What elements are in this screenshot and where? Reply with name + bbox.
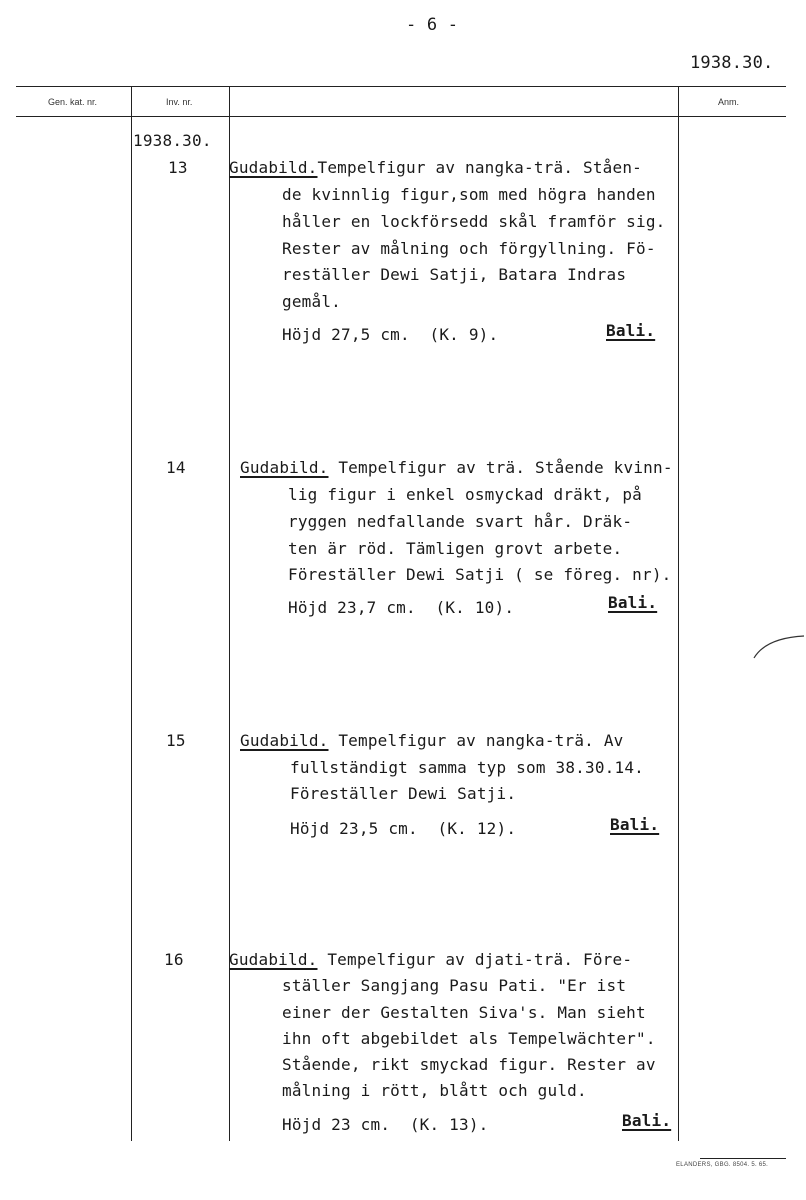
entry-origin: Bali.	[610, 815, 660, 834]
entry-origin: Bali.	[606, 321, 656, 340]
entry-text-line: fullständigt samma typ som 38.30.14.	[290, 758, 644, 777]
entry-first-line	[240, 728, 623, 754]
entry-text-line: ställer Sangjang Pasu Pati. "Er ist	[282, 976, 627, 995]
entry-origin: Bali.	[622, 1111, 672, 1130]
entry-title: Gudabild.	[229, 950, 318, 969]
inv-nr: 15	[166, 731, 186, 750]
entry-height: Höjd 23,5 cm. (K. 12).	[290, 819, 517, 838]
entry-text-line: lig figur i enkel osmyckad dräkt, på	[288, 485, 642, 504]
column-header-anm: Anm.	[718, 97, 740, 107]
accession-header: 1938.30.	[690, 53, 774, 73]
entry-title: Gudabild.	[229, 158, 318, 177]
entry-title: Gudabild.	[240, 458, 329, 477]
page-number: - 6 -	[406, 15, 459, 35]
entry-text-line: gemål.	[282, 292, 341, 311]
inv-nr: 13	[168, 158, 188, 177]
column-header-inv-nr: Inv. nr.	[166, 97, 193, 107]
column-divider-inv	[229, 86, 230, 1141]
entry-text-line: Stående, rikt smyckad figur. Rester av	[282, 1055, 656, 1074]
entry-text-line: ten är röd. Tämligen grovt arbete.	[288, 539, 623, 558]
printer-mark: ELANDERS, GBG. 8504. 5. 65.	[676, 1162, 769, 1168]
scan-mark	[752, 632, 806, 662]
entry-origin: Bali.	[608, 593, 658, 612]
entry-text-line: ryggen nedfallande svart hår. Dräk-	[288, 512, 633, 531]
entry-title: Gudabild.	[240, 731, 329, 750]
entry-text-line: Föreställer Dewi Satji.	[290, 784, 517, 803]
entry-text-line: ihn oft abgebildet als Tempelwächter".	[282, 1029, 656, 1048]
printer-mark-rule	[700, 1158, 786, 1159]
entry-text-line: håller en lockförsedd skål framför sig.	[282, 212, 666, 231]
inv-nr: 16	[164, 950, 184, 969]
entry-first-line	[229, 155, 642, 181]
entry-text-line: de kvinnlig figur,som med högra handen	[282, 185, 656, 204]
entry-text-line: Tempelfigur av nangka-trä. Ståen-	[317, 158, 642, 177]
entry-text-line: målning i rött, blått och guld.	[282, 1081, 587, 1100]
entry-text-line: reställer Dewi Satji, Batara Indras	[282, 265, 627, 284]
entry-height: Höjd 23 cm. (K. 13).	[282, 1115, 489, 1134]
entry-text-line: Tempelfigur av nangka-trä. Av	[328, 731, 624, 750]
entry-text-line: einer der Gestalten Siva's. Man sieht	[282, 1003, 646, 1022]
column-header-gen-kat-nr: Gen. kat. nr.	[48, 97, 98, 107]
column-divider-anm	[678, 86, 679, 1141]
accession-prefix: 1938.30.	[133, 131, 212, 150]
entry-height: Höjd 27,5 cm. (K. 9).	[282, 325, 499, 344]
entry-text-line: Rester av målning och förgyllning. Fö-	[282, 239, 656, 258]
inv-nr: 14	[166, 458, 186, 477]
column-divider-gen	[131, 86, 132, 1141]
entry-first-line	[229, 947, 632, 973]
entry-height: Höjd 23,7 cm. (K. 10).	[288, 598, 515, 617]
entry-text-line: Föreställer Dewi Satji ( se föreg. nr).	[288, 565, 672, 584]
entry-text-line: Tempelfigur av trä. Stående kvinn-	[328, 458, 673, 477]
entry-text-line: Tempelfigur av djati-trä. Före-	[317, 950, 633, 969]
entry-first-line	[240, 455, 673, 481]
